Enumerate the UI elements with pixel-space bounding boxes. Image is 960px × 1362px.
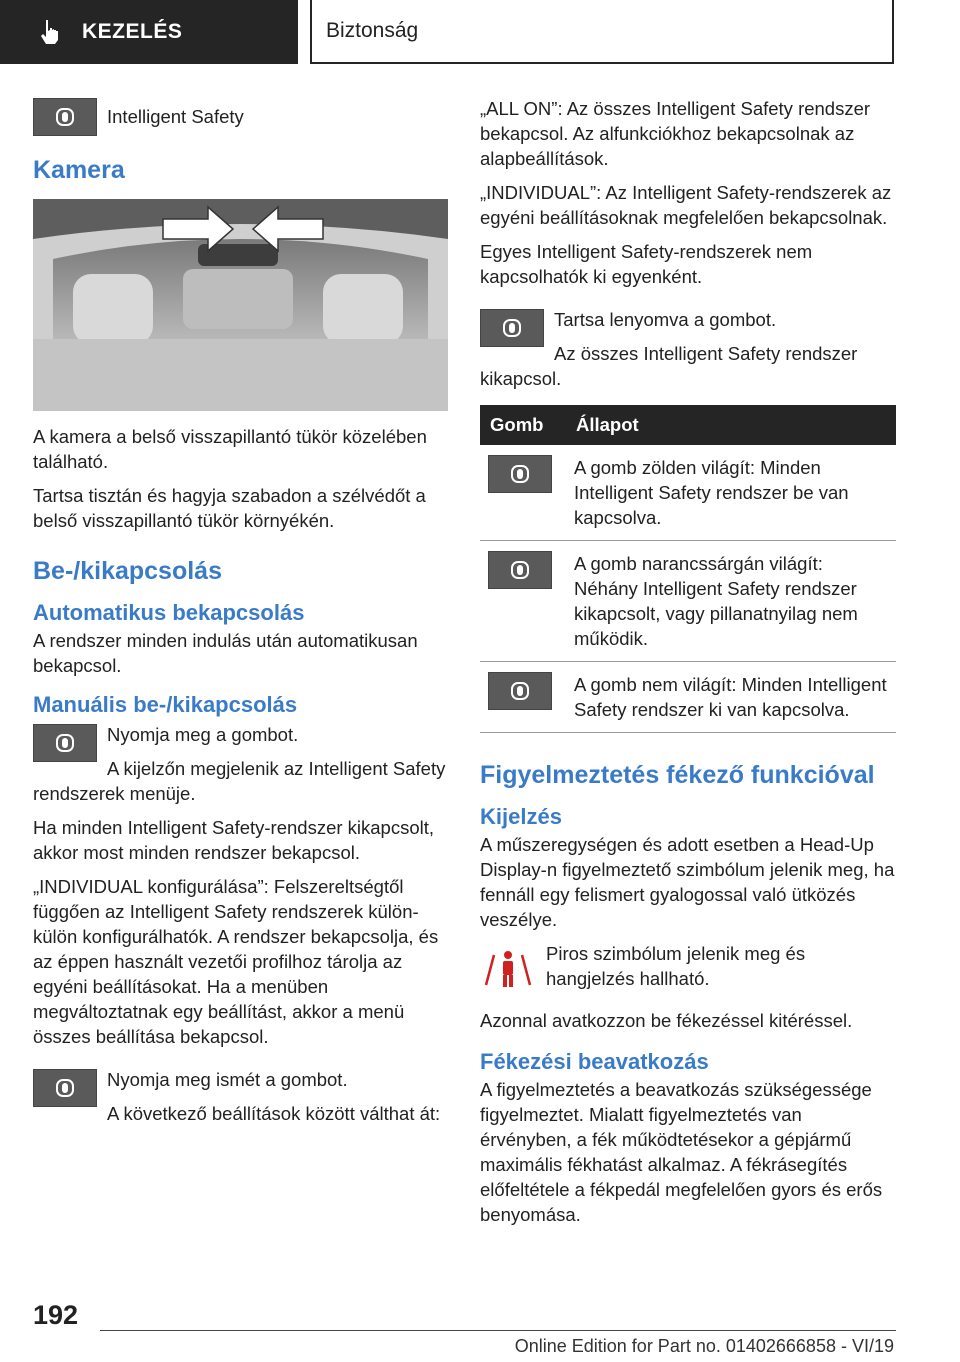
section-tab-label: KEZELÉS — [82, 20, 183, 43]
left-column — [33, 96, 448, 1135]
heading-kijelzes: Kijelzés — [480, 804, 562, 829]
camera-text-2: Tartsa tisztán és hagyja szabadon a szélvédőt a belső visszapillantó tükör környékén. — [33, 485, 426, 531]
chapter-title: Biztonság — [310, 0, 894, 64]
display-text: A műszeregységen és adott esetben a Head-Up Display-n figyelmeztető szimbólum jelenik meg, ha fennáll egy felismert gyalogossal való ütközés veszélye. — [480, 834, 895, 930]
individual-text: „INDIVIDUAL”: Az Intelligent Safety-rendszerek az egyéni beállításoknak megfelelően bekapcsolnak. — [480, 182, 892, 228]
some-systems-text: Egyes Intelligent Safety-rendszerek nem kapcsolhatók ki egyenként. — [480, 241, 813, 287]
manual-step-1b: A kijelzőn megjelenik az Intelligent Safety rendszerek menüje. — [33, 758, 446, 804]
manual-step-1: Nyomja meg a gombot. — [107, 724, 299, 745]
pedestrian-warning-icon — [480, 941, 536, 997]
all-on-text: „ALL ON”: Az összes Intelligent Safety rendszer bekapcsol. Az alfunkciókhoz bekapcsolnak az alapbeállítások. — [480, 98, 871, 169]
hold-step-b: Az összes Intelligent Safety rendszer kikapcsol. — [480, 343, 858, 389]
table-row — [480, 662, 896, 733]
button-green-icon — [488, 455, 552, 493]
manual-text-2: „INDIVIDUAL konfigurálása”: Felszereltségtől függően az Intelligent Safety rendszerek külön-külön konfigurálhatók. A rendszer bekapcsolja, és az éppen használt vezetői profilhoz tárolja az egyéni beállításokat. Ha a menüben megváltoztatnak egy beállítást, akkor a menü összes beállítása bekapcsol. — [33, 876, 439, 1047]
hand-pointer-icon — [38, 18, 62, 46]
table-cell-status: A gomb nem világít: Minden Intelligent Safety rendszer ki van kapcsolva. — [566, 662, 896, 733]
camera-illustration-icon — [33, 199, 448, 411]
heading-figyelmeztetes: Figyelmeztetés fékező funkcióval — [480, 761, 875, 789]
page-header — [0, 0, 960, 66]
button-off-icon — [488, 672, 552, 710]
footer-edition: Online Edition for Part no. 01402666858 - VI/19 — [514, 1336, 894, 1356]
table-cell-status: A gomb zölden világít: Minden Intelligent Safety rendszer be van kapcsolva. — [566, 445, 896, 541]
camera-text-1: A kamera a belső visszapillantó tükör közelében található. — [33, 426, 427, 472]
brake-text: Azonnal avatkozzon be fékezéssel kitéréssel. — [480, 1010, 853, 1031]
heading-manualis: Manuális be-/kikapcsolás — [33, 692, 298, 717]
manual-step-2b: A következő beállítások között válthat át: — [107, 1103, 441, 1124]
hold-step: Tartsa lenyomva a gombot. — [554, 309, 777, 330]
manual-step-2: Nyomja meg ismét a gombot. — [107, 1069, 348, 1090]
intelligent-safety-button-icon — [33, 98, 97, 136]
safety-button-icon — [33, 724, 97, 762]
intro-label: Intelligent Safety — [107, 106, 244, 127]
heading-be-kikapcsolas: Be-/kikapcsolás — [33, 557, 222, 585]
table-row — [480, 445, 896, 541]
right-column — [480, 96, 896, 1236]
table-header-gomb: Gomb — [480, 405, 566, 445]
status-table — [480, 405, 896, 733]
safety-button-icon-2 — [33, 1069, 97, 1107]
safety-button-icon-3 — [480, 309, 544, 347]
intervention-text: A figyelmeztetés a beavatkozás szükségessége figyelmeztet. Mialatt figyelmeztetés van érvényben, a fék működtetésekor a gépjármű maximális fékhatást alkalmaz. A fékrásegítés előfeltétele a fékpedál megfelelően gyors és erős benyomása. — [480, 1079, 883, 1225]
table-header-allapot: Állapot — [566, 405, 896, 445]
heading-automatikus: Automatikus bekapcsolás — [33, 600, 305, 625]
footer-divider — [100, 1330, 896, 1331]
symbol-text: Piros szimbólum jelenik meg és hangjelzés hallható. — [546, 943, 806, 989]
button-orange-icon — [488, 551, 552, 589]
camera-photo — [33, 199, 448, 411]
table-cell-status: A gomb narancssárgán világít: Néhány Intelligent Safety rendszer kikapcsolt, vagy pillanatnyilag nem működik. — [566, 541, 896, 662]
table-row — [480, 541, 896, 662]
section-tab — [0, 0, 298, 64]
heading-kamera: Kamera — [33, 156, 125, 184]
auto-text: A rendszer minden indulás után automatikusan bekapcsol. — [33, 630, 418, 676]
manual-text-1: Ha minden Intelligent Safety-rendszer kikapcsolt, akkor most minden rendszer bekapcsol. — [33, 817, 435, 863]
page-number: 192 — [33, 1300, 79, 1330]
heading-fekezesi: Fékezési beavatkozás — [480, 1049, 709, 1074]
